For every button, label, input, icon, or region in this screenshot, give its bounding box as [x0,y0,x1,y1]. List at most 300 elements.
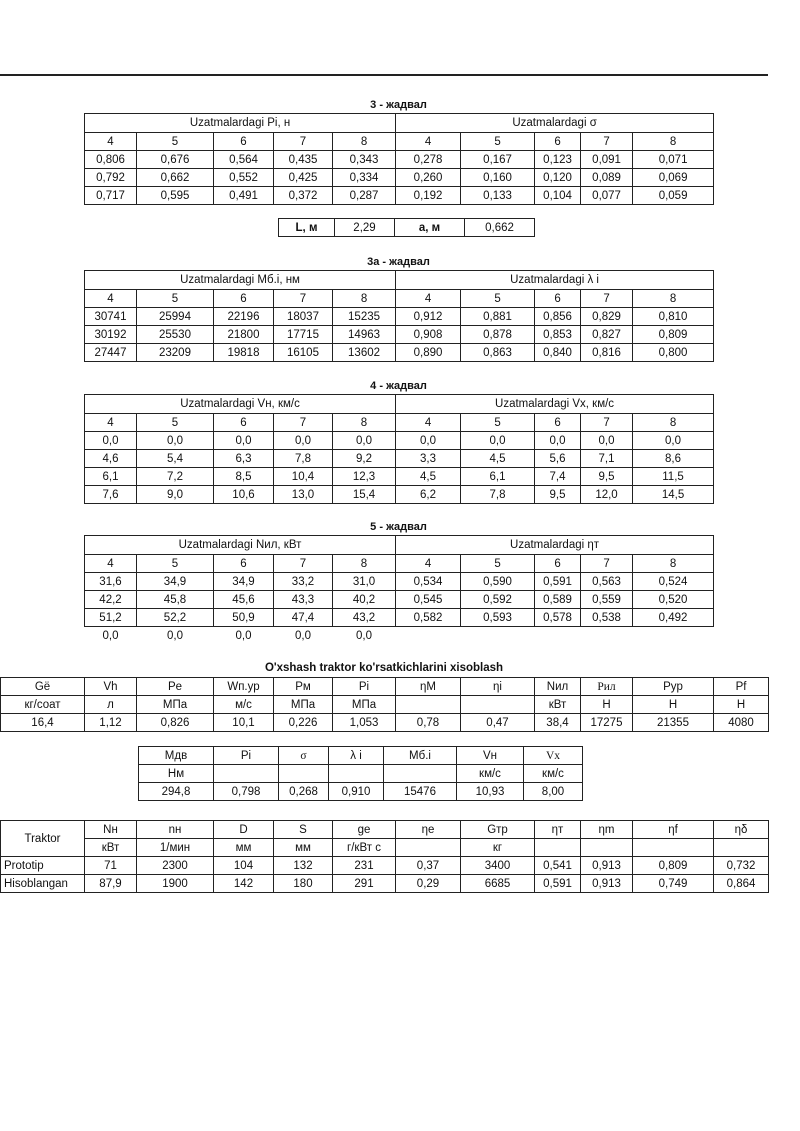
table-cell: 14,5 [633,486,714,504]
column-number: 6 [535,290,581,308]
header-cell: Pi [214,747,279,765]
header-cell: ηδ [714,821,769,839]
table-cell: 31,6 [85,573,137,591]
table-row [1,857,769,875]
column-number: 8 [333,414,396,432]
length-box [278,218,535,237]
table-cell: 5,4 [137,450,214,468]
column-number: 4 [85,133,137,151]
table-5-header-right: Uzatmalardagi ηт [396,536,714,555]
table-cell: 6,2 [396,486,461,504]
table-cell: 13602 [333,344,396,362]
empty-cell [461,627,535,645]
unit-cell: Нм [139,765,214,783]
value-cell: 38,4 [535,714,581,732]
table-cell: 0,595 [137,187,214,205]
unit-cell [633,839,714,857]
column-number: 4 [85,290,137,308]
table-cell: 0,717 [85,187,137,205]
table-3a-header-right: Uzatmalardagi λ i [396,271,714,290]
table-cell: 0,912 [396,308,461,326]
table-cell: 3,3 [396,450,461,468]
table-cell: 0,133 [461,187,535,205]
value-cell: 1900 [137,875,214,893]
value-cell: 104 [214,857,274,875]
value-cell: 231 [333,857,396,875]
table-cell: 0,343 [333,151,396,169]
table-cell: 9,5 [581,468,633,486]
value-cell: 0,910 [329,783,384,801]
a-label: a, м [395,219,465,237]
header-row [1,821,769,839]
value-cell: 10,93 [457,783,524,801]
table-row [85,326,714,344]
table-cell: 17715 [274,326,333,344]
table-cell: 6,1 [461,468,535,486]
table-cell: 0,278 [396,151,461,169]
table-4-caption: 4 - жадвал [370,380,427,392]
table-cell: 12,0 [581,486,633,504]
row-name: Hisoblangan [1,875,85,893]
header-cell: σ [279,747,329,765]
row-name: Prototip [1,857,85,875]
table-cell: 0,071 [633,151,714,169]
header-cell: Wп.ур [214,678,274,696]
table-cell: 0,0 [461,432,535,450]
column-number: 4 [396,290,461,308]
unit-cell: Н [714,696,769,714]
unit-cell [329,765,384,783]
unit-cell: м/с [214,696,274,714]
column-number: 7 [581,290,633,308]
table-cell: 52,2 [137,609,214,627]
header-cell: Nил [535,678,581,696]
value-cell: 4080 [714,714,769,732]
table-row [85,486,714,504]
table-cell: 18037 [274,308,333,326]
value-cell: 21355 [633,714,714,732]
header-cell: ηe [396,821,461,839]
table-row [85,591,714,609]
value-cell: 0,37 [396,857,461,875]
table-row [85,450,714,468]
table-cell: 0,809 [633,326,714,344]
table-cell: 7,2 [137,468,214,486]
table-cell: 42,2 [85,591,137,609]
table-cell: 31,0 [333,573,396,591]
table-cell: 0,0 [581,432,633,450]
table-cell: 43,3 [274,591,333,609]
value-cell: 16,4 [1,714,85,732]
value-cell: 0,913 [581,875,633,893]
column-number: 7 [581,133,633,151]
table-cell: 0,829 [581,308,633,326]
unit-cell: МПа [274,696,333,714]
header-cell: Nн [85,821,137,839]
table-cell: 0,810 [633,308,714,326]
value-cell: 10,1 [214,714,274,732]
table-cell: 9,2 [333,450,396,468]
table-row [85,151,714,169]
table-cell: 0,840 [535,344,581,362]
column-number: 5 [461,133,535,151]
header-cell: ηi [461,678,535,696]
column-number: 4 [85,414,137,432]
unit-cell: км/с [524,765,583,783]
table-cell: 0,0 [295,629,311,642]
table-cell: 19818 [214,344,274,362]
header-cell: Pf [714,678,769,696]
value-cell: 0,809 [633,857,714,875]
table-cell: 0,287 [333,187,396,205]
column-number: 7 [274,133,333,151]
column-number-row [85,290,714,308]
table-cell: 4,6 [85,450,137,468]
column-number: 8 [333,133,396,151]
table-row [139,747,583,765]
tractor-comparison-table [0,820,769,893]
table-cell: 0,881 [461,308,535,326]
table-cell: 45,8 [137,591,214,609]
table-row [85,609,714,627]
value-cell: 71 [85,857,137,875]
column-number: 8 [633,414,714,432]
table-cell: 0,425 [274,169,333,187]
similar-tractor-table [0,677,769,732]
table-cell: 0,0 [633,432,714,450]
header-cell: ηm [581,821,633,839]
value-cell: 0,268 [279,783,329,801]
header-cell: ge [333,821,396,839]
table-row [1,875,769,893]
table-cell: 0,0 [102,629,119,642]
column-number: 4 [396,414,461,432]
unit-cell [396,696,461,714]
value-cell: 0,732 [714,857,769,875]
value-cell: 87,9 [85,875,137,893]
table-cell: 7,1 [581,450,633,468]
column-number: 4 [85,555,137,573]
table-row [85,308,714,326]
table-cell: 0,593 [461,609,535,627]
header-cell: Gё [1,678,85,696]
table-5-caption: 5 - жадвал [370,521,427,533]
table-cell: 0,878 [461,326,535,344]
table-cell: 0,856 [535,308,581,326]
table-cell: 0,0 [214,432,274,450]
value-cell: 8,00 [524,783,583,801]
table-cell: 0,545 [396,591,461,609]
table-row [85,432,714,450]
table-cell: 27447 [85,344,137,362]
empty-cell [633,627,714,645]
table-cell: 0,0 [333,432,396,450]
unit-cell: км/с [457,765,524,783]
column-number-row [85,414,714,432]
table-row [85,573,714,591]
engine-torque-table [138,746,583,801]
table-cell: 14963 [333,326,396,344]
column-number: 5 [137,414,214,432]
table-cell: 0,591 [535,573,581,591]
table-cell: 0,0 [274,432,333,450]
column-number: 7 [274,555,333,573]
empty-cell [581,627,633,645]
table-5-header-left: Uzatmalardagi Nил, кВт [85,536,396,555]
table-3a [84,270,714,362]
table-cell: 30192 [85,326,137,344]
column-number-row [85,133,714,151]
table-cell: 0,0 [85,432,137,450]
table-cell: 50,9 [214,609,274,627]
table-cell: 0,792 [85,169,137,187]
table-cell: 13,0 [274,486,333,504]
table-cell: 0,167 [461,151,535,169]
a-value: 0,662 [465,219,535,237]
unit-cell [214,765,279,783]
unit-row [1,839,769,857]
header-cell: Мдв [139,747,214,765]
value-cell: 0,826 [137,714,214,732]
header-cell: Vh [85,678,137,696]
unit-cell: мм [214,839,274,857]
table-cell: 15235 [333,308,396,326]
table-cell: 0,538 [581,609,633,627]
table-cell: 0,0 [396,432,461,450]
unit-cell [279,765,329,783]
header-cell: D [214,821,274,839]
header-cell: ηт [535,821,581,839]
column-number: 8 [633,555,714,573]
table-cell: 0,491 [214,187,274,205]
header-cell: Pyp [633,678,714,696]
table-cell: 7,6 [85,486,137,504]
table-cell: 0,192 [396,187,461,205]
table-cell: 7,8 [461,486,535,504]
header-cell: Vx [524,747,583,765]
value-cell: 1,053 [333,714,396,732]
value-cell: 0,591 [535,875,581,893]
table-cell: 0,0 [235,629,252,642]
table-cell: 0,069 [633,169,714,187]
table-cell: 0,559 [581,591,633,609]
column-number: 7 [581,414,633,432]
column-number: 8 [633,133,714,151]
table-cell: 4,5 [396,468,461,486]
table-cell: 0,578 [535,609,581,627]
header-cell: Pил [581,678,633,696]
table-cell: 11,5 [633,468,714,486]
table-4 [84,394,714,504]
table-row [85,344,714,362]
table-cell: 21800 [214,326,274,344]
table-cell: 4,5 [461,450,535,468]
table-cell: 47,4 [274,609,333,627]
unit-cell: Н [581,696,633,714]
column-number: 8 [633,290,714,308]
table-cell: 0,816 [581,344,633,362]
column-number: 5 [137,290,214,308]
table-cell: 0,492 [633,609,714,627]
unit-cell: МПа [137,696,214,714]
table-cell: 0,806 [85,151,137,169]
table-cell: 0,059 [633,187,714,205]
value-cell: 0,47 [461,714,535,732]
table-cell: 34,9 [137,573,214,591]
table-cell: 0,590 [461,573,535,591]
table-cell: 0,563 [581,573,633,591]
table-cell: 0,0 [167,629,183,642]
table-cell: 7,8 [274,450,333,468]
column-number: 4 [396,133,461,151]
header-cell: ηM [396,678,461,696]
table-cell: 0,863 [461,344,535,362]
table-cell: 0,589 [535,591,581,609]
unit-cell: г/кВт с [333,839,396,857]
table-cell: 0,334 [333,169,396,187]
value-cell: 0,798 [214,783,279,801]
table-cell: 0,435 [274,151,333,169]
table-cell: 15,4 [333,486,396,504]
value-cell: 142 [214,875,274,893]
empty-cell [396,627,461,645]
table-3-caption: 3 - жадвал [370,99,427,111]
column-number: 7 [581,555,633,573]
unit-cell: л [85,696,137,714]
table-cell: 0,552 [214,169,274,187]
unit-cell [535,839,581,857]
table-cell: 10,4 [274,468,333,486]
table-cell: 0,160 [461,169,535,187]
value-cell: 0,78 [396,714,461,732]
column-number: 5 [137,133,214,151]
column-number: 4 [396,555,461,573]
table-3a-header-left: Uzatmalardagi Mб.i, нм [85,271,396,290]
column-number: 6 [214,290,274,308]
table-cell: 0,676 [137,151,214,169]
value-cell: 1,12 [85,714,137,732]
table-cell: 0,0 [137,432,214,450]
table-cell: 9,5 [535,486,581,504]
unit-cell [461,696,535,714]
unit-cell: кг/соат [1,696,85,714]
table-cell: 0,800 [633,344,714,362]
column-number: 6 [535,414,581,432]
table-cell: 51,2 [85,609,137,627]
table-row-extra [85,627,714,645]
value-cell: 3400 [461,857,535,875]
column-number: 8 [333,290,396,308]
table-cell: 22196 [214,308,274,326]
header-cell: Pм [274,678,333,696]
value-cell: 0,541 [535,857,581,875]
table-cell: 34,9 [214,573,274,591]
table-cell: 0,0 [535,432,581,450]
column-number: 6 [214,133,274,151]
table-cell: 0,0 [356,629,372,642]
table-cell: 0,120 [535,169,581,187]
table-cell: 0,524 [633,573,714,591]
value-cell: 0,749 [633,875,714,893]
table-row [139,783,583,801]
empty-cell [535,627,581,645]
table-cell: 0,564 [214,151,274,169]
column-number: 5 [137,555,214,573]
table-cell: 33,2 [274,573,333,591]
value-cell: 17275 [581,714,633,732]
header-cell: nн [137,821,214,839]
table-cell: 0,662 [137,169,214,187]
table-cell: 16105 [274,344,333,362]
table-cell: 25530 [137,326,214,344]
table-cell: 0,534 [396,573,461,591]
column-number: 7 [274,290,333,308]
value-cell: 132 [274,857,333,875]
table-cell: 25994 [137,308,214,326]
table-3-header-left: Uzatmalardagi Pi, н [85,114,396,133]
header-cell: Pi [333,678,396,696]
table-4-header-left: Uzatmalardagi Vн, км/с [85,395,396,414]
column-number-row [85,555,714,573]
unit-cell: МПа [333,696,396,714]
value-cell: 291 [333,875,396,893]
unit-cell: Н [633,696,714,714]
table-cell: 0,089 [581,169,633,187]
table-row [85,187,714,205]
column-number: 5 [461,555,535,573]
table-5 [84,535,714,644]
header-cell: ηf [633,821,714,839]
table-cell: 0,890 [396,344,461,362]
table-cell: 0,260 [396,169,461,187]
column-number: 5 [461,290,535,308]
value-cell: 294,8 [139,783,214,801]
l-value: 2,29 [335,219,395,237]
traktor-header: Traktor [1,821,85,857]
table-cell: 0,827 [581,326,633,344]
unit-cell [384,765,457,783]
unit-cell [396,839,461,857]
table-cell: 0,908 [396,326,461,344]
value-cell: 15476 [384,783,457,801]
unit-cell: кВт [85,839,137,857]
column-number: 6 [535,133,581,151]
table-cell: 0,123 [535,151,581,169]
column-number: 8 [333,555,396,573]
table-cell: 12,3 [333,468,396,486]
value-cell: 6685 [461,875,535,893]
unit-cell: кг [461,839,535,857]
unit-cell [581,839,633,857]
table-cell: 43,2 [333,609,396,627]
table-cell: 9,0 [137,486,214,504]
table-row [85,169,714,187]
l-label: L, м [279,219,335,237]
table-3-header-right: Uzatmalardagi σ [396,114,714,133]
table-cell: 0,520 [633,591,714,609]
column-number: 6 [214,414,274,432]
table-cell: 6,3 [214,450,274,468]
unit-cell: кВт [535,696,581,714]
value-cell: 180 [274,875,333,893]
table-cell: 45,6 [214,591,274,609]
table-3 [84,113,714,205]
value-cell: 0,913 [581,857,633,875]
table-row [1,696,769,714]
column-number: 7 [274,414,333,432]
similar-tractor-caption: O'xshash traktor ko'rsatkichlarini xisoblash [264,662,504,674]
unit-cell: 1/мин [137,839,214,857]
